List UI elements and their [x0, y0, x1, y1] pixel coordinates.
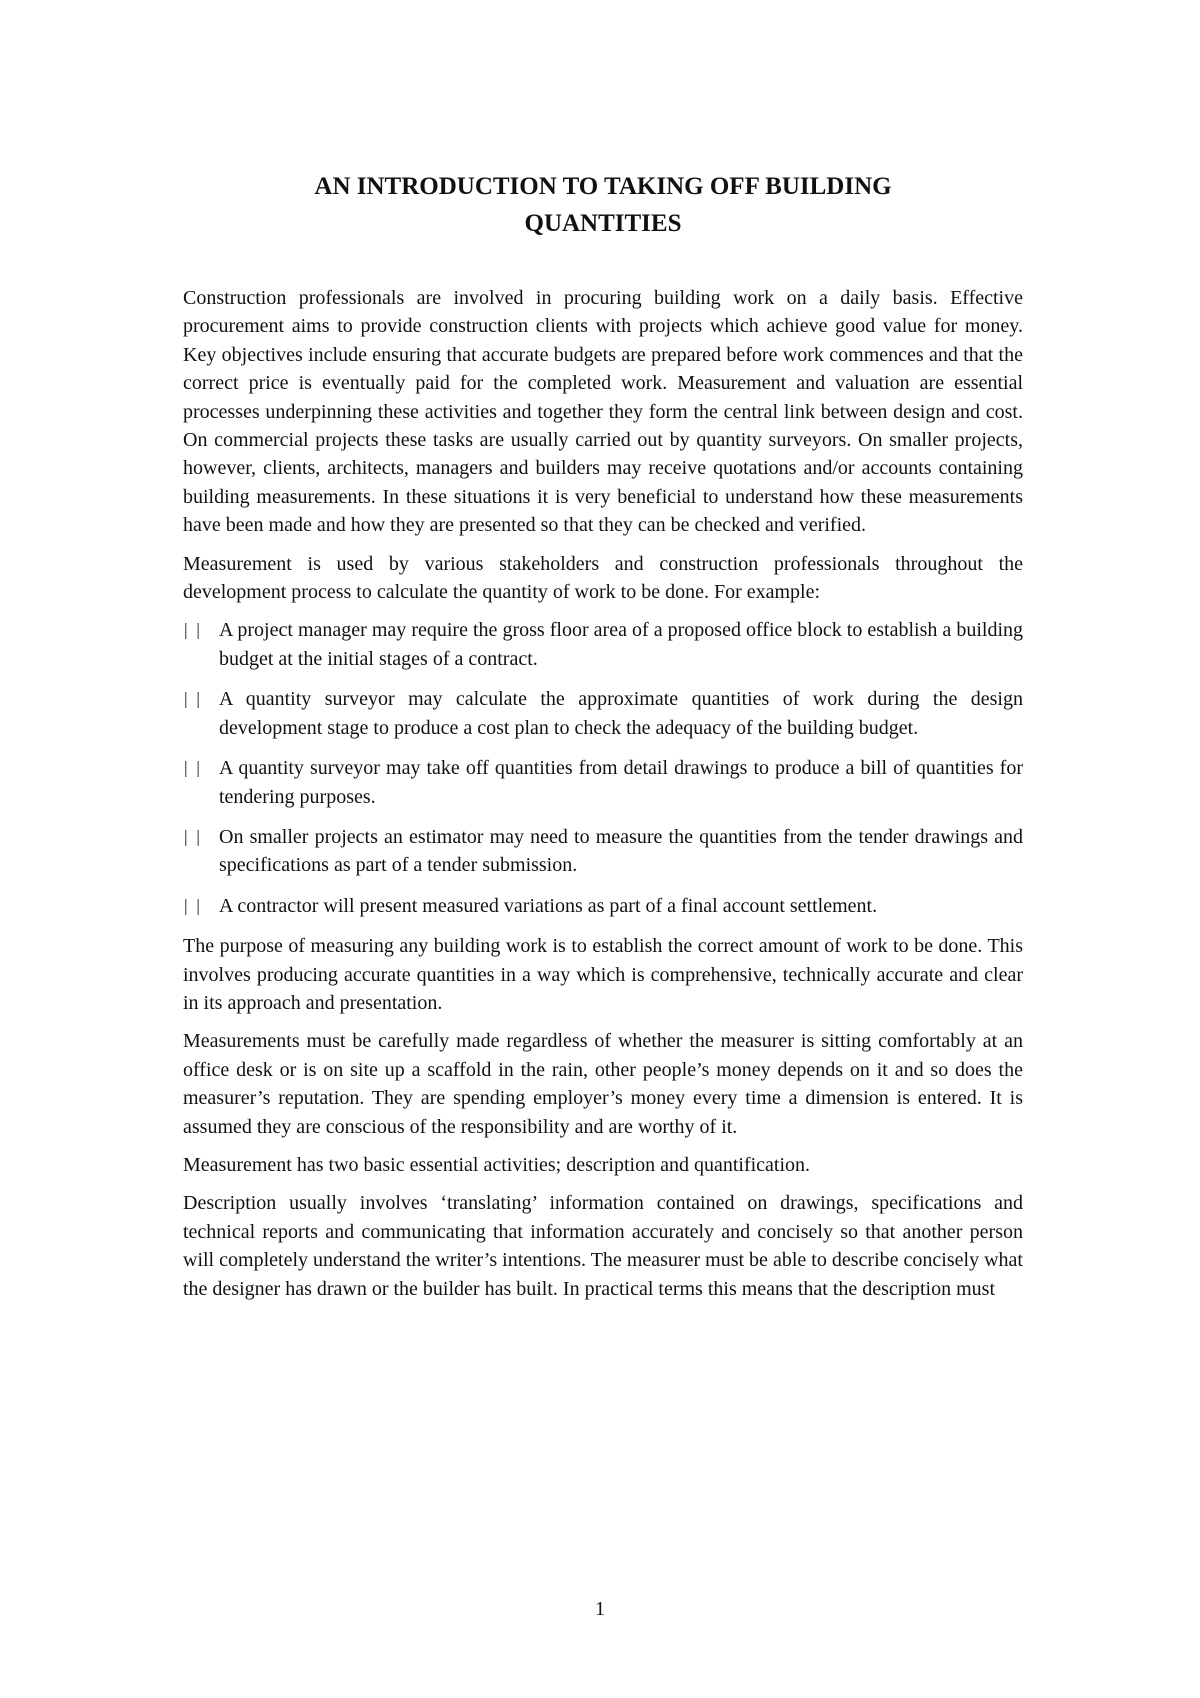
- list-item: [183, 616, 1023, 673]
- bullet-text: A contractor will present measured variations as part of a final account settlement.: [219, 894, 878, 917]
- list-item: [183, 823, 1023, 880]
- title-line-2: QUANTITIES: [524, 210, 682, 237]
- list-item: [183, 685, 1023, 742]
- document-page: [183, 168, 1023, 1313]
- paragraph-purpose: The purpose of measuring any building work is to establish the correct amount of work to be done. This involves producing accurate quantities in a way which is comprehensive, technically accurate and clear in its approach and presentation.: [183, 935, 1023, 1014]
- bullet-text: On smaller projects an estimator may need to measure the quantities from the tender drawings and specifications as part of a tender submission.: [219, 825, 1023, 877]
- title-line-1: AN INTRODUCTION TO TAKING OFF BUILDING: [314, 173, 892, 200]
- list-item: [183, 754, 1023, 811]
- paragraph-description: Description usually involves ‘translating’ information contained on drawings, specifications and technical reports and communicating that information accurately and concisely so that another person will completely understand the writer’s intentions. The measurer must be able to describe concisely what the designer has drawn or the builder has built. In practical terms this means that the description must: [183, 1192, 1023, 1300]
- document-title: [183, 168, 1023, 242]
- paragraph-care: Measurements must be carefully made regardless of whether the measurer is sitting comfortably at an office desk or is on site up a scaffold in the rain, other people’s money depends on it and so does the measurer’s reputation. They are spending employer’s money every time a dimension is entered. It is assumed they are conscious of the responsibility and are worthy of it.: [183, 1030, 1023, 1138]
- bullet-icon: | |: [183, 689, 202, 709]
- list-item: [183, 892, 1023, 920]
- paragraph-measurement-uses: Measurement is used by various stakeholders and construction professionals throughout the development process to calculate the quantity of work to be done. For example:: [183, 552, 1023, 604]
- bullet-icon: | |: [183, 620, 202, 640]
- bullet-icon: | |: [183, 895, 202, 915]
- bullet-icon: | |: [183, 758, 202, 778]
- bullet-text: A quantity surveyor may calculate the approximate quantities of work during the design development stage to produce a cost plan to check the adequacy of the building budget.: [219, 688, 1023, 739]
- paragraph-intro: Construction professionals are involved in procuring building work on a daily basis. Effective procurement aims to provide construction clients with projects which achieve good value for money. Key objectives include ensuring that accurate budgets are prepared before work commences and that the correct price is eventually paid for the completed work. Measurement and valuation are essential processes underpinning these activities and together they form the central link between design and cost. On commercial projects these tasks are usually carried out by quantity surveyors. On smaller projects, however, clients, architects, managers and builders may receive quotations and/or accounts containing building measurements. In these situations it is very beneficial to understand how these measurements have been made and how they are presented so that they can be checked and verified.: [183, 287, 1023, 537]
- bullet-icon: | |: [183, 826, 202, 846]
- page-number: 1: [595, 1598, 605, 1620]
- bullet-list: [183, 616, 1023, 920]
- paragraph-activities: Measurement has two basic essential activities; description and quantification.: [183, 1153, 811, 1176]
- bullet-text: A quantity surveyor may take off quantities from detail drawings to produce a bill of quantities for tendering purposes.: [219, 757, 1023, 808]
- bullet-text: A project manager may require the gross floor area of a proposed office block to establish a building budget at the initial stages of a contract.: [219, 619, 1023, 670]
